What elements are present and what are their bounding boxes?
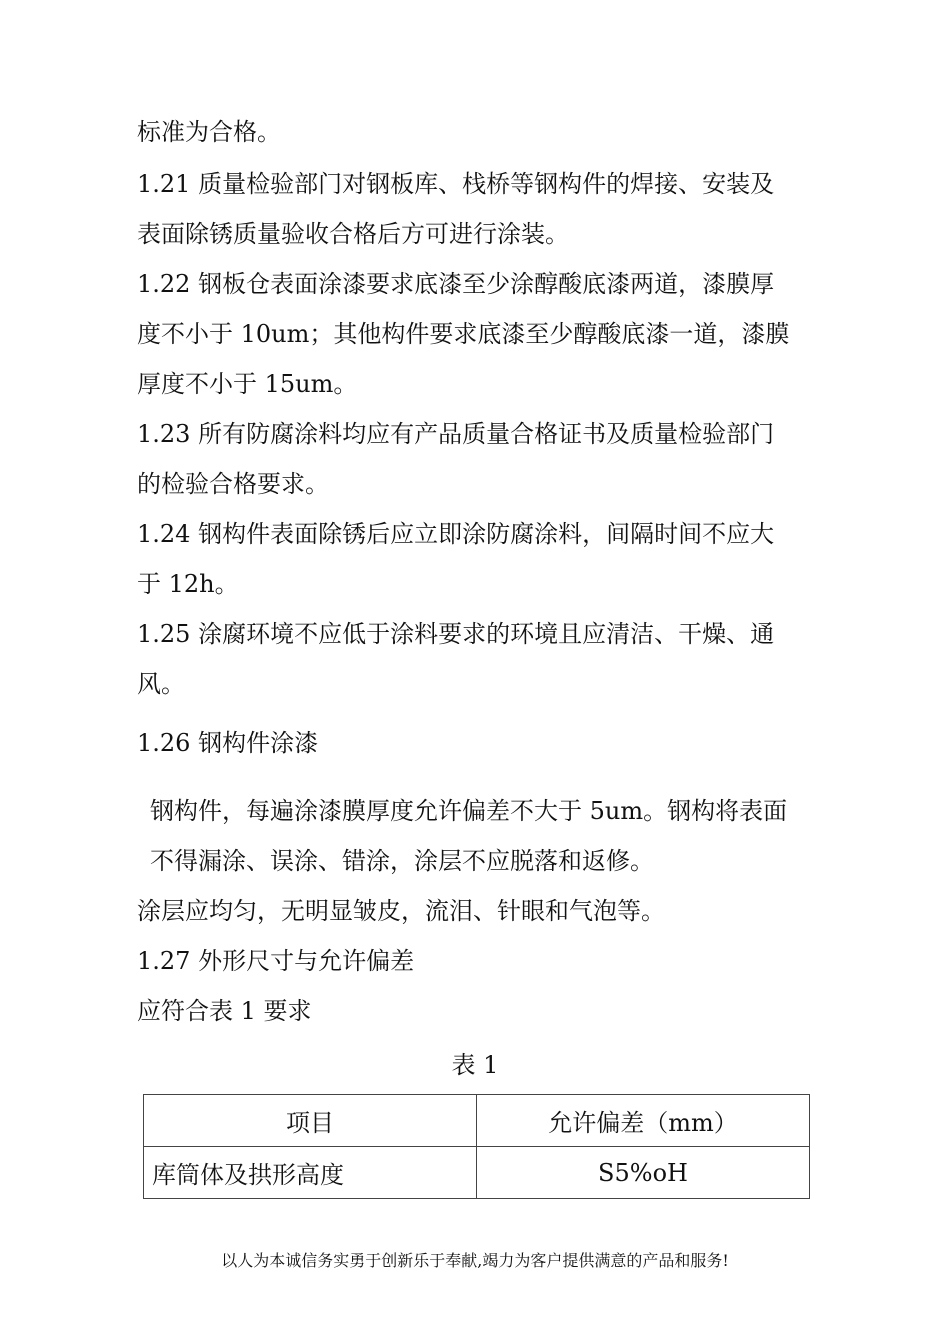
paragraph-line: 厚度不小于 15um。 <box>137 370 358 398</box>
tolerance-table <box>143 1094 810 1199</box>
paragraph-line: 1.25 涂腐环境不应低于涂料要求的环境且应清洁、干燥、通 <box>137 620 775 648</box>
paragraph-line: 度不小于 10um；其他构件要求底漆至少醇酸底漆一道，漆膜 <box>137 320 790 348</box>
paragraph-line: 的检验合格要求。 <box>137 470 329 498</box>
table-caption: 表 1 <box>451 1051 499 1079</box>
paragraph-line: 1.24 钢构件表面除锈后应立即涂防腐涂料，间隔时间不应大 <box>137 520 775 548</box>
footer-slogan: 以人为本诚信务实勇于创新乐于奉献,竭力为客户提供满意的产品和服务! <box>221 1251 729 1270</box>
paragraph-line: 不得漏涂、误涂、错涂，涂层不应脱落和返修。 <box>150 847 654 875</box>
section-heading: 1.26 钢构件涂漆 <box>137 729 319 757</box>
paragraph-line: 1.23 所有防腐涂料均应有产品质量合格证书及质量检验部门 <box>137 420 775 448</box>
paragraph-line: 钢构件，每遍涂漆膜厚度允许偏差不大于 5um。钢构将表面 <box>150 797 788 825</box>
table-header-cell: 项目 <box>144 1095 477 1147</box>
table-header-row <box>144 1095 810 1147</box>
paragraph-line: 标准为合格。 <box>137 118 281 146</box>
paragraph-line: 表面除锈质量验收合格后方可进行涂装。 <box>137 220 569 248</box>
paragraph-line: 1.21 质量检验部门对钢板库、栈桥等钢构件的焊接、安装及 <box>137 170 775 198</box>
paragraph-line: 1.22 钢板仓表面涂漆要求底漆至少涂醇酸底漆两道，漆膜厚 <box>137 270 775 298</box>
paragraph-line: 应符合表 1 要求 <box>137 997 312 1025</box>
table-cell: 库筒体及拱形高度 <box>144 1147 477 1199</box>
table-header-cell: 允许偏差（mm） <box>477 1095 810 1147</box>
section-heading: 1.27 外形尺寸与允许偏差 <box>137 947 415 975</box>
paragraph-line: 风。 <box>137 670 185 698</box>
paragraph-line: 于 12h。 <box>137 570 239 598</box>
table-cell: S5%oH <box>477 1147 810 1199</box>
paragraph-line: 涂层应均匀，无明显皱皮，流泪、针眼和气泡等。 <box>137 897 665 925</box>
table-row <box>144 1147 810 1199</box>
